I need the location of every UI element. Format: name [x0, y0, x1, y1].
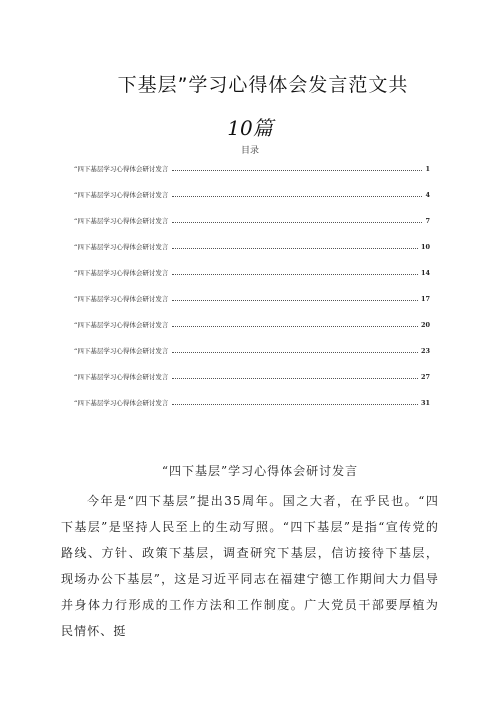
- toc-entry-label: “四下基层学习心得体会研讨发言: [74, 217, 169, 225]
- toc-entry[interactable]: [74, 164, 430, 174]
- toc-entry[interactable]: [74, 372, 430, 382]
- toc-heading: 目录: [240, 146, 259, 156]
- toc-entry-page: 27: [420, 373, 430, 381]
- toc-entry-label: “四下基层学习心得体会研讨发言: [74, 399, 169, 407]
- toc-entry-label: “四下基层学习心得体会研讨发言: [74, 191, 169, 199]
- toc-leader-dots: [172, 195, 422, 197]
- toc-leader-dots: [172, 403, 418, 405]
- document-title: 下基层”学习心得体会发言范文共: [117, 74, 409, 96]
- toc-leader-dots: [172, 351, 418, 353]
- toc-entry-page: 1: [425, 165, 430, 173]
- toc-leader-dots: [172, 299, 418, 301]
- toc-entry[interactable]: [74, 346, 430, 356]
- toc-leader-dots: [172, 325, 418, 327]
- toc-entry-page: 31: [420, 399, 430, 407]
- section-heading: “四下基层”学习心得体会研讨发言: [161, 464, 359, 478]
- toc-entry-label: “四下基层学习心得体会研讨发言: [74, 295, 169, 303]
- body-paragraph: 今年是“四下基层”提出35周年。国之大者，在乎民也。“四下基层”是坚持人民至上的生动写照。“四下基层”是指“宣传党的路线、方针、政策下基层，调查研究下基层，信访接待下基层，现场办公下基层”，这是习近平同志在福建宁德工作期间大力倡导并身体力行形成的工作方法和工作制度。广大党员干部要厚植为民情怀、挺: [61, 494, 439, 638]
- toc-entry-label: “四下基层学习心得体会研讨发言: [74, 269, 169, 277]
- toc-leader-dots: [172, 247, 418, 249]
- toc-entry[interactable]: [74, 398, 430, 408]
- document-subtitle: 10篇: [227, 116, 273, 140]
- toc-entry-label: “四下基层学习心得体会研讨发言: [74, 321, 169, 329]
- toc-entry[interactable]: [74, 320, 430, 330]
- toc-entry-label: “四下基层学习心得体会研讨发言: [74, 373, 169, 381]
- toc-entry[interactable]: [74, 216, 430, 226]
- toc-entry-page: 4: [425, 191, 430, 199]
- toc-entry-page: 23: [420, 347, 430, 355]
- toc-entry-page: 14: [420, 269, 430, 277]
- toc-entry-page: 10: [420, 243, 430, 251]
- toc-entry-page: 17: [420, 295, 430, 303]
- toc-entry[interactable]: [74, 294, 430, 304]
- toc-leader-dots: [172, 273, 418, 275]
- toc-entry[interactable]: [74, 268, 430, 278]
- toc-entry[interactable]: [74, 190, 430, 200]
- toc-entry-label: “四下基层学习心得体会研讨发言: [74, 165, 169, 173]
- toc-leader-dots: [172, 169, 422, 171]
- toc-entry[interactable]: [74, 242, 430, 252]
- toc-entry-label: “四下基层学习心得体会研讨发言: [74, 347, 169, 355]
- toc-entry-page: 20: [420, 321, 430, 329]
- toc-entry-label: “四下基层学习心得体会研讨发言: [74, 243, 169, 251]
- toc-leader-dots: [172, 221, 422, 223]
- toc-leader-dots: [172, 377, 418, 379]
- toc-entry-page: 7: [425, 217, 430, 225]
